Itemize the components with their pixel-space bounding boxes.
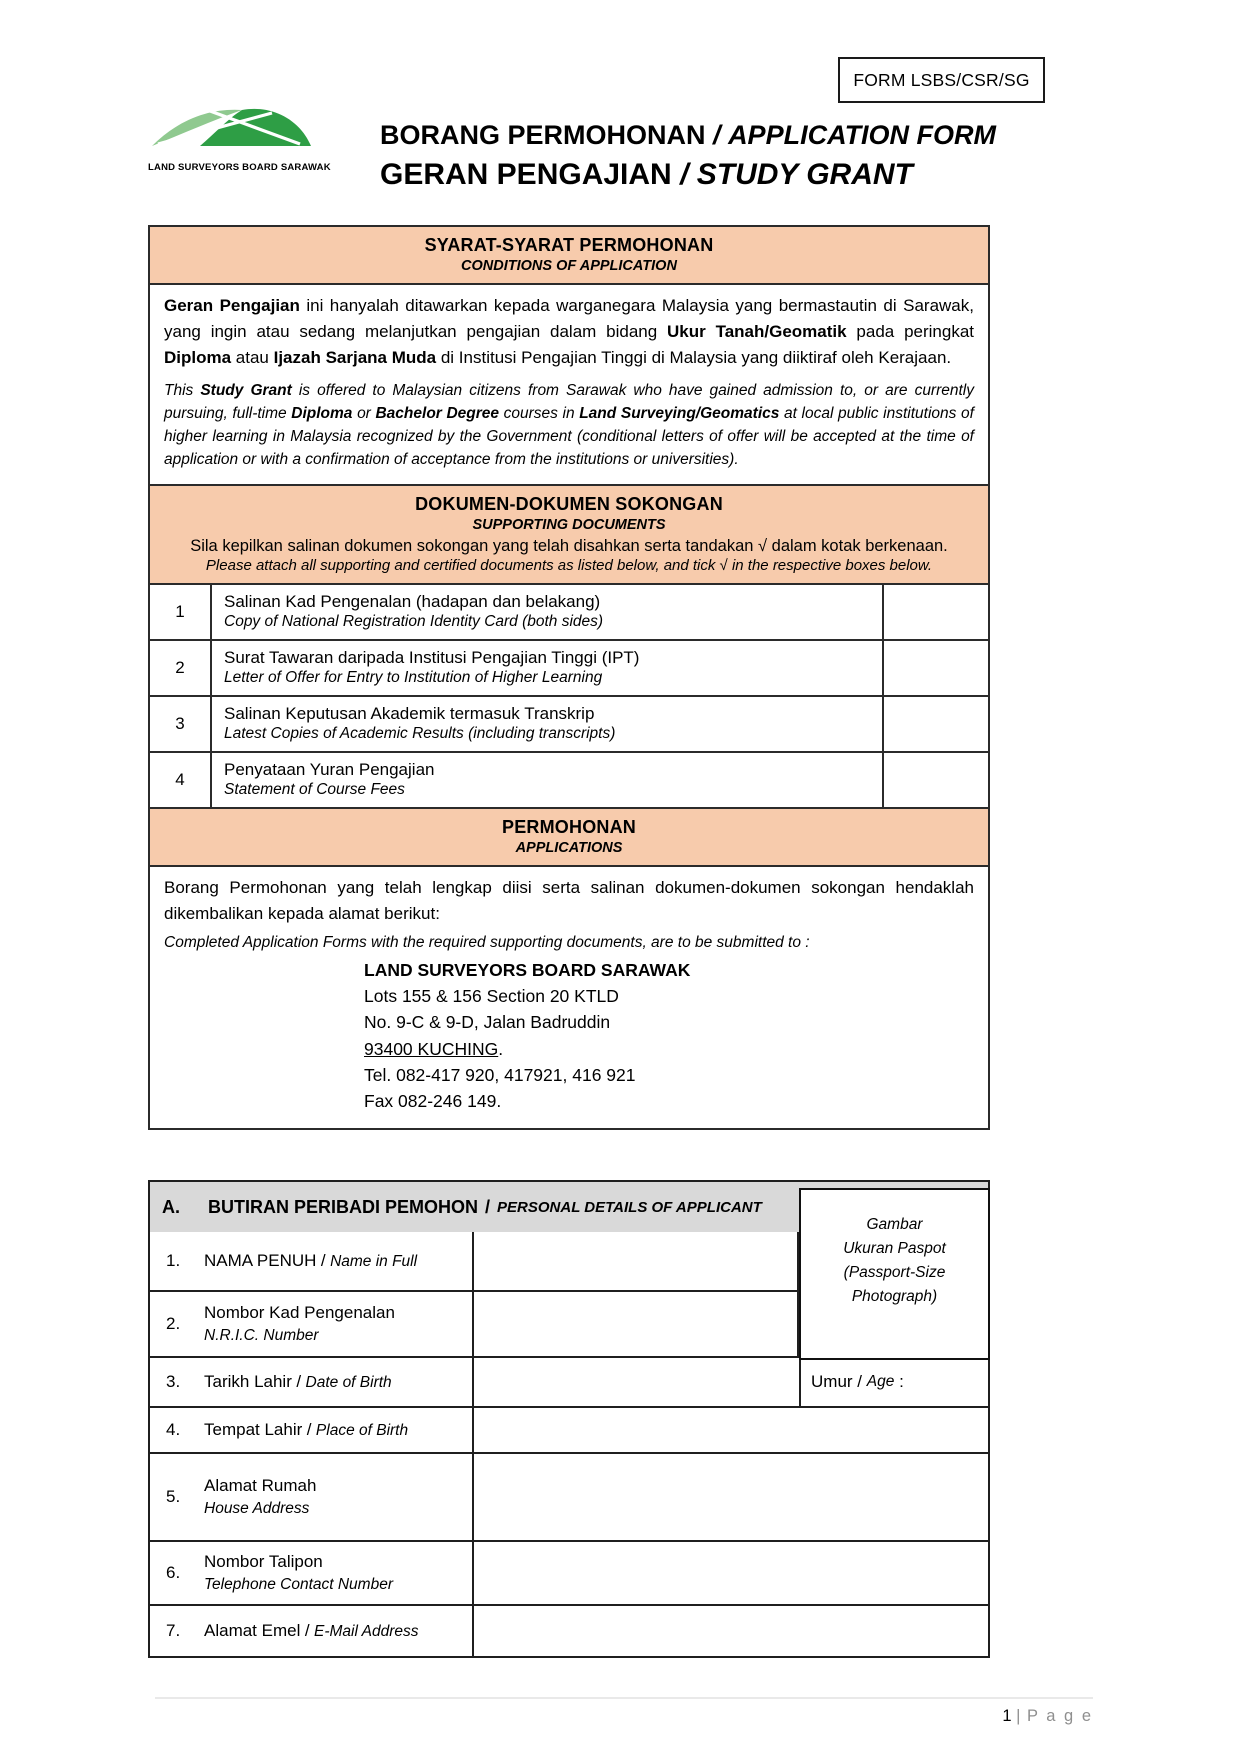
address-name: LAND SURVEYORS BOARD SARAWAK (364, 959, 691, 980)
field-row-email (150, 1604, 988, 1656)
document-desc-en: Letter of Offer for Entry to Institution of Higher Learning (224, 669, 603, 687)
text-run: This (164, 382, 201, 400)
conditions-header-ms: SYARAT-SYARAT PERMOHONAN (424, 235, 714, 255)
document-row (150, 695, 988, 751)
document-number: 3 (150, 697, 212, 751)
field-label-sep: / (304, 1621, 310, 1640)
age-label-en: Age (866, 1373, 895, 1390)
photo-box-line: Ukuran Paspot (843, 1239, 946, 1257)
section-a-title-ms: BUTIRAN PERIBADI PEMOHON (208, 1196, 479, 1217)
section-a-label: A. (162, 1196, 180, 1217)
documents-header-en: SUPPORTING DOCUMENTS (472, 517, 666, 534)
address-city-period: . (498, 1038, 504, 1059)
field-row-dob (150, 1356, 988, 1406)
text-run: or (352, 405, 376, 423)
form-title-line2 (380, 158, 996, 192)
document-row (150, 583, 988, 639)
field-number: 2. (166, 1314, 181, 1333)
text-run: courses in (499, 405, 580, 423)
address-fax: Fax 082-246 149. (364, 1091, 502, 1112)
field-number: 5. (166, 1487, 181, 1506)
document-desc-ms: Salinan Keputusan Akademik termasuk Transkrip (224, 704, 595, 724)
field-label (150, 1408, 474, 1452)
address-line2: No. 9-C & 9-D, Jalan Badruddin (364, 1012, 611, 1033)
name-input-cell[interactable] (474, 1232, 799, 1290)
field-label-ms: Alamat Emel (204, 1621, 301, 1640)
address-city (364, 1036, 974, 1062)
page-number-separator: | (1016, 1707, 1023, 1725)
passport-photo-box[interactable] (799, 1188, 990, 1360)
document-description (212, 753, 882, 807)
text-run: Geran Pengajian (164, 296, 300, 315)
field-label (150, 1232, 474, 1290)
documents-note-en: Please attach all supporting and certified documents as listed below, and tick √ in the respective boxes below. (205, 557, 933, 575)
age-label-sep: / (857, 1372, 863, 1391)
field-label-text (204, 1621, 419, 1641)
field-label-text (204, 1251, 417, 1271)
form-title-line1 (380, 120, 996, 151)
field-label-ms: Nombor Kad Pengenalan (204, 1303, 395, 1322)
conditions-header (150, 227, 988, 283)
text-run: Ijazah Sarjana Muda (273, 347, 437, 367)
nric-input-cell[interactable] (474, 1292, 799, 1356)
age-cell[interactable] (799, 1358, 988, 1406)
applications-paragraph-ms: Borang Permohonan yang telah lengkap diisi serta salinan dokumen-dokumen sokongan hendaklah dikembalikan kepada alamat berikut: (164, 878, 974, 924)
field-label-text (204, 1372, 392, 1392)
field-label-ms: Nombor Talipon (204, 1552, 323, 1571)
field-label (150, 1292, 474, 1356)
page-number (790, 1707, 1093, 1726)
document-desc-en: Latest Copies of Academic Results (including transcripts) (224, 725, 616, 743)
field-label-en: Date of Birth (305, 1374, 392, 1391)
section-a-title-en: PERSONAL DETAILS OF APPLICANT (497, 1198, 762, 1216)
board-address (364, 957, 974, 1115)
footer-divider (155, 1697, 1093, 1699)
field-number: 7. (166, 1621, 181, 1640)
field-label-sep: / (296, 1372, 302, 1391)
field-label-en: Name in Full (330, 1253, 418, 1270)
field-label-en: Telephone Contact Number (204, 1576, 393, 1593)
text-run: pada peringkat (846, 321, 975, 341)
form-code-text: FORM LSBS/CSR/SG (853, 69, 1030, 90)
field-label-text (204, 1552, 393, 1594)
title2-en: STUDY GRANT (696, 158, 913, 191)
document-desc-ms: Salinan Kad Pengenalan (hadapan dan belakang) (224, 592, 601, 612)
form-title (380, 104, 996, 192)
document-number: 4 (150, 753, 212, 807)
field-label-ms: Tempat Lahir (204, 1420, 303, 1439)
tick-box-cell[interactable] (882, 585, 988, 639)
address-city-text: 93400 KUCHING (364, 1038, 499, 1059)
document-description (212, 641, 882, 695)
conditions-paragraph-en (164, 380, 974, 472)
text-run: Ukur Tanah/Geomatik (667, 321, 847, 341)
section-a-personal-details (148, 1180, 990, 1658)
house-address-input-cell[interactable] (474, 1454, 988, 1540)
documents-header-ms: DOKUMEN-DOKUMEN SOKONGAN (415, 494, 723, 515)
field-label-en: N.R.I.C. Number (204, 1327, 319, 1344)
documents-note-ms: Sila kepilkan salinan dokumen sokongan yang telah disahkan serta tandakan √ dalam kotak berkenaan. (190, 537, 948, 556)
text-run: Land Surveying/Geomatics (579, 405, 780, 423)
field-label (150, 1606, 474, 1656)
logo-caption: LAND SURVEYORS BOARD SARAWAK (148, 162, 331, 173)
field-label-en: E-Mail Address (314, 1623, 419, 1640)
field-label-text (204, 1476, 316, 1518)
field-label-ms: Tarikh Lahir (204, 1372, 292, 1391)
document-desc-ms: Penyataan Yuran Pengajian (224, 760, 435, 780)
info-tables (148, 225, 990, 1130)
field-label-en: House Address (204, 1500, 310, 1517)
field-row-address (150, 1452, 988, 1540)
field-label-sep: / (320, 1251, 326, 1270)
field-label-ms: NAMA PENUH (204, 1251, 317, 1270)
page-number-label: P a g e (1027, 1707, 1093, 1725)
address-tel: Tel. 082-417 920, 417921, 416 921 (364, 1064, 636, 1085)
document-row (150, 751, 988, 807)
field-label-text (204, 1303, 395, 1345)
tick-box-cell[interactable] (882, 753, 988, 807)
document-desc-ms: Surat Tawaran daripada Institusi Pengajian Tinggi (IPT) (224, 648, 640, 668)
page-header (148, 104, 996, 192)
conditions-header-en: CONDITIONS OF APPLICATION (461, 258, 677, 274)
form-code-box (838, 57, 1045, 103)
tick-box-cell[interactable] (882, 697, 988, 751)
tick-box-cell[interactable] (882, 641, 988, 695)
text-run: Diploma (291, 405, 353, 423)
lsbs-logo-icon (148, 104, 320, 156)
text-run: atau (231, 347, 274, 367)
conditions-body (150, 283, 988, 484)
field-number: 4. (166, 1420, 181, 1439)
field-row-phone (150, 1540, 988, 1604)
field-label-text (204, 1420, 408, 1440)
field-label-ms: Alamat Rumah (204, 1476, 317, 1495)
title2-separator: / (680, 158, 689, 191)
photo-box-line: Gambar (866, 1215, 923, 1233)
field-number: 3. (166, 1372, 181, 1391)
lsbs-logo (148, 104, 331, 192)
document-desc-en: Statement of Course Fees (224, 781, 405, 799)
title1-ms: BORANG PERMOHONAN (380, 120, 706, 150)
email-input-cell[interactable] (474, 1606, 988, 1656)
document-description (212, 697, 882, 751)
applications-header-ms: PERMOHONAN (501, 817, 636, 838)
text-run: Study Grant (200, 382, 292, 400)
pob-input-cell[interactable] (474, 1408, 988, 1452)
title2-ms: GERAN PENGAJIAN (380, 158, 672, 191)
document-description (212, 585, 882, 639)
document-number: 2 (150, 641, 212, 695)
age-label-ms: Umur (811, 1372, 853, 1391)
address-line1: Lots 155 & 156 Section 20 KTLD (364, 986, 619, 1007)
photo-box-line: (Passport-Size (843, 1264, 946, 1281)
document-desc-en: Copy of National Registration Identity Card (both sides) (224, 613, 604, 631)
age-label-colon: : (899, 1372, 904, 1391)
title1-separator: / (713, 120, 721, 150)
phone-input-cell[interactable] (474, 1542, 988, 1604)
field-number: 6. (166, 1563, 181, 1582)
applications-header-en: APPLICATIONS (515, 840, 623, 857)
field-label (150, 1542, 474, 1604)
field-label (150, 1454, 474, 1540)
text-run: di Institusi Pengajian Tinggi di Malaysia yang diiktiraf oleh Kerajaan. (436, 347, 952, 367)
field-label-en: Place of Birth (315, 1422, 409, 1439)
field-label (150, 1358, 474, 1406)
applications-body (150, 865, 988, 1128)
conditions-paragraph-ms (164, 293, 974, 370)
photo-box-line: Photograph) (851, 1288, 938, 1306)
page-number-value: 1 (1002, 1707, 1012, 1725)
text-run: ini hanyalah ditawarkan kepada warganegara Malaysia yang bermastautin di Sarawak, yang ingin atau sedang melanjutkan pengajian dalam bidang (164, 296, 974, 341)
field-label-sep: / (306, 1420, 312, 1439)
document-row (150, 639, 988, 695)
applications-paragraph-en: Completed Application Forms with the required supporting documents, are to be submitted to : (164, 933, 810, 951)
text-run: is offered to Malaysian citizens from Sarawak who have gained admission to, or are currently pursuing, full-time (164, 382, 974, 423)
text-run: Diploma (164, 347, 232, 367)
text-run: Bachelor Degree (375, 405, 499, 423)
applications-header (150, 807, 988, 865)
dob-input-cell[interactable] (474, 1358, 799, 1406)
field-number: 1. (166, 1251, 181, 1270)
title1-en: APPLICATION FORM (728, 120, 997, 150)
field-row-pob (150, 1406, 988, 1452)
section-a-separator: / (485, 1196, 491, 1217)
text-run: at local public institutions of higher learning in Malaysia recognized by the Government (conditional letters of offer will be accepted at the time of application or with a confirmation of acceptance from the institutions or universities). (164, 405, 974, 469)
documents-header (150, 484, 988, 583)
document-number: 1 (150, 585, 212, 639)
